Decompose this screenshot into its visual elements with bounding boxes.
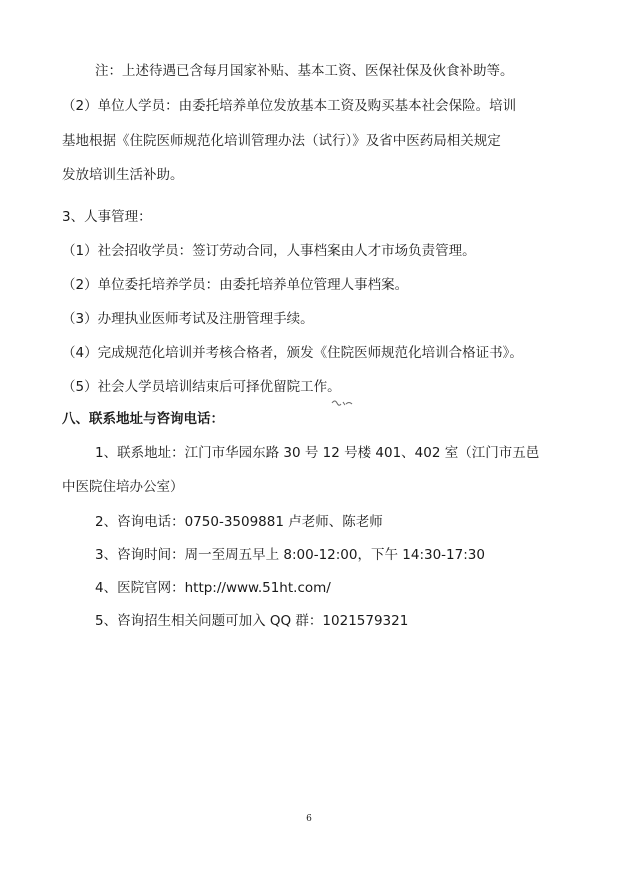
page-number: 6 xyxy=(306,814,312,824)
unit-students-line-3: 发放培训生活补助。 xyxy=(62,167,184,183)
contact-heading: 八、联系地址与咨询电话： xyxy=(62,411,224,427)
contact-hours: 3、咨询时间：周一至周五早上 8:00-12:00，下午 14:30-17:30 xyxy=(95,547,485,563)
personnel-item-2: （2）单位委托培养学员：由委托培养单位管理人事档案。 xyxy=(62,277,409,293)
note-text: 注：上述待遇已含每月国家补贴、基本工资、医保社保及伙食补助等。 xyxy=(95,63,514,79)
unit-students-line-1: （2）单位人学员：由委托培养单位发放基本工资及购买基本社会保险。培训 xyxy=(62,98,517,114)
personnel-heading: 3、人事管理： xyxy=(62,209,152,225)
contact-address-line-2: 中医院住培办公室） xyxy=(62,479,184,495)
personnel-item-5: （5）社会人学员培训结束后可择优留院工作。 xyxy=(62,379,341,395)
scan-mark xyxy=(330,398,354,408)
contact-address-line-1: 1、联系地址：江门市华园东路 30 号 12 号楼 401、402 室（江门市五邑 xyxy=(95,445,540,461)
personnel-item-3: （3）办理执业医师考试及注册管理手续。 xyxy=(62,311,314,327)
personnel-item-4: （4）完成规范化培训并考核合格者，颁发《住院医师规范化培训合格证书》。 xyxy=(62,345,523,361)
personnel-item-1: （1）社会招收学员：签订劳动合同，人事档案由人才市场负责管理。 xyxy=(62,243,476,259)
contact-qq: 5、咨询招生相关问题可加入 QQ 群：1021579321 xyxy=(95,613,409,629)
contact-phone: 2、咨询电话：0750-3509881 卢老师、陈老师 xyxy=(95,514,383,530)
unit-students-line-2: 基地根据《住院医师规范化培训管理办法（试行）》及省中医药局相关规定 xyxy=(62,133,501,149)
contact-website[interactable]: 4、医院官网：http://www.51ht.com/ xyxy=(95,580,331,596)
